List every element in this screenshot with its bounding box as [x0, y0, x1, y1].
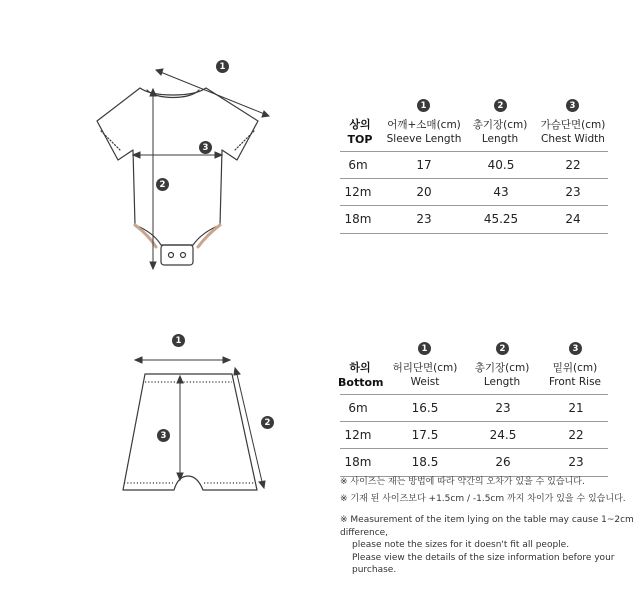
- note-ko-1: ※ 사이즈는 재는 방법에 따라 약간의 오차가 있을 수 있습니다.: [340, 477, 585, 487]
- top-row-length: 40.5: [487, 158, 515, 172]
- bottom-diagram-badge-3: 3: [157, 429, 170, 442]
- bottom-row-size: 18m: [344, 455, 372, 469]
- top-col3-ko: 가슴단면(cm): [540, 119, 606, 131]
- bottom-row-waist: 17.5: [411, 428, 439, 442]
- top-row-size: 12m: [344, 185, 372, 199]
- top-col1-header: [378, 118, 470, 146]
- bottom-col3-header: [537, 361, 613, 389]
- top-col1-ko: 어깨+소매(cm): [387, 119, 461, 131]
- top-col1-en: Sleeve Length: [386, 133, 462, 145]
- bottom-section-label: [338, 360, 382, 390]
- size-notes-en: [340, 514, 635, 577]
- bottom-col2-ko: 총기장(cm): [474, 362, 530, 374]
- note-en-1: ※ Measurement of the item lying on the table may cause 1~2cm difference,: [340, 515, 634, 538]
- bottom-row-rise: 21: [568, 401, 584, 415]
- top-row-sleeve: 20: [416, 185, 432, 199]
- bottom-row-size: 12m: [344, 428, 372, 442]
- bottom-col1-header: [380, 361, 470, 389]
- note-ko-2: ※ 기재 된 사이즈보다 +1.5cm / -1.5cm 까지 차이가 있을 수 있습니다.: [340, 493, 626, 504]
- bottom-col2-en: Length: [483, 376, 521, 388]
- bottom-col1-en: Weist: [410, 376, 440, 388]
- top-col2-ko: 총기장(cm): [472, 119, 528, 131]
- top-row-chest: 23: [565, 185, 581, 199]
- bottom-row-18m: [340, 448, 608, 477]
- bottom-size-table: [340, 338, 608, 468]
- bottom-col2-badge: 2: [496, 342, 509, 355]
- top-col3-badge: 3: [566, 99, 579, 112]
- top-section-en: TOP: [347, 133, 373, 146]
- top-col2-badge: 2: [494, 99, 507, 112]
- bodysuit-diagram: [85, 55, 285, 280]
- top-row-18m: [340, 205, 608, 234]
- bottom-col1-badge: 1: [418, 342, 431, 355]
- top-row-chest: 24: [565, 212, 581, 226]
- bottom-col3-en: Front Rise: [548, 376, 602, 388]
- top-row-size: 6m: [348, 158, 368, 172]
- top-size-table: [340, 95, 608, 225]
- bottom-col2-header: [462, 361, 542, 389]
- bottom-row-rise: 22: [568, 428, 584, 442]
- note-en-2: please note the sizes for it doesn't fit all people.: [352, 540, 570, 550]
- bottom-section-en: Bottom: [338, 376, 384, 389]
- top-col2-en: Length: [481, 133, 519, 145]
- bottom-col1-ko: 허리단면(cm): [392, 362, 458, 374]
- bottom-row-rise: 23: [568, 455, 584, 469]
- top-col3-en: Chest Width: [541, 133, 605, 145]
- top-row-6m: [340, 151, 608, 179]
- shorts-diagram: [120, 340, 280, 500]
- size-notes-ko: [340, 476, 635, 505]
- bottom-section-ko: 하의: [349, 361, 371, 374]
- top-diagram-badge-3: 3: [199, 141, 212, 154]
- top-row-length: 43: [493, 185, 509, 199]
- top-diagram-badge-1: 1: [216, 60, 229, 73]
- top-diagram-badge-2: 2: [156, 178, 169, 191]
- top-row-size: 18m: [344, 212, 372, 226]
- top-section-ko: 상의: [349, 118, 371, 131]
- bottom-col3-badge: 3: [569, 342, 582, 355]
- bottom-row-length: 26: [495, 455, 511, 469]
- top-row-length: 45.25: [483, 212, 519, 226]
- bottom-diagram-badge-2: 2: [261, 416, 274, 429]
- bottom-row-size: 6m: [348, 401, 368, 415]
- bottom-row-length: 23: [495, 401, 511, 415]
- top-col1-badge: 1: [417, 99, 430, 112]
- bottom-col3-ko: 밑위(cm): [552, 362, 598, 374]
- bottom-row-length: 24.5: [489, 428, 517, 442]
- top-row-sleeve: 23: [416, 212, 432, 226]
- bottom-row-12m: [340, 421, 608, 449]
- bottom-diagram-badge-1: 1: [172, 334, 185, 347]
- top-col2-header: [460, 118, 540, 146]
- top-row-sleeve: 17: [416, 158, 432, 172]
- bottom-row-waist: 16.5: [411, 401, 439, 415]
- bottom-row-waist: 18.5: [411, 455, 439, 469]
- note-en-3: Please view the details of the size information before your purchase.: [352, 552, 615, 575]
- top-row-12m: [340, 178, 608, 206]
- top-col3-header: [534, 118, 612, 146]
- top-row-chest: 22: [565, 158, 581, 172]
- top-section-label: [340, 117, 380, 147]
- bottom-row-6m: [340, 394, 608, 422]
